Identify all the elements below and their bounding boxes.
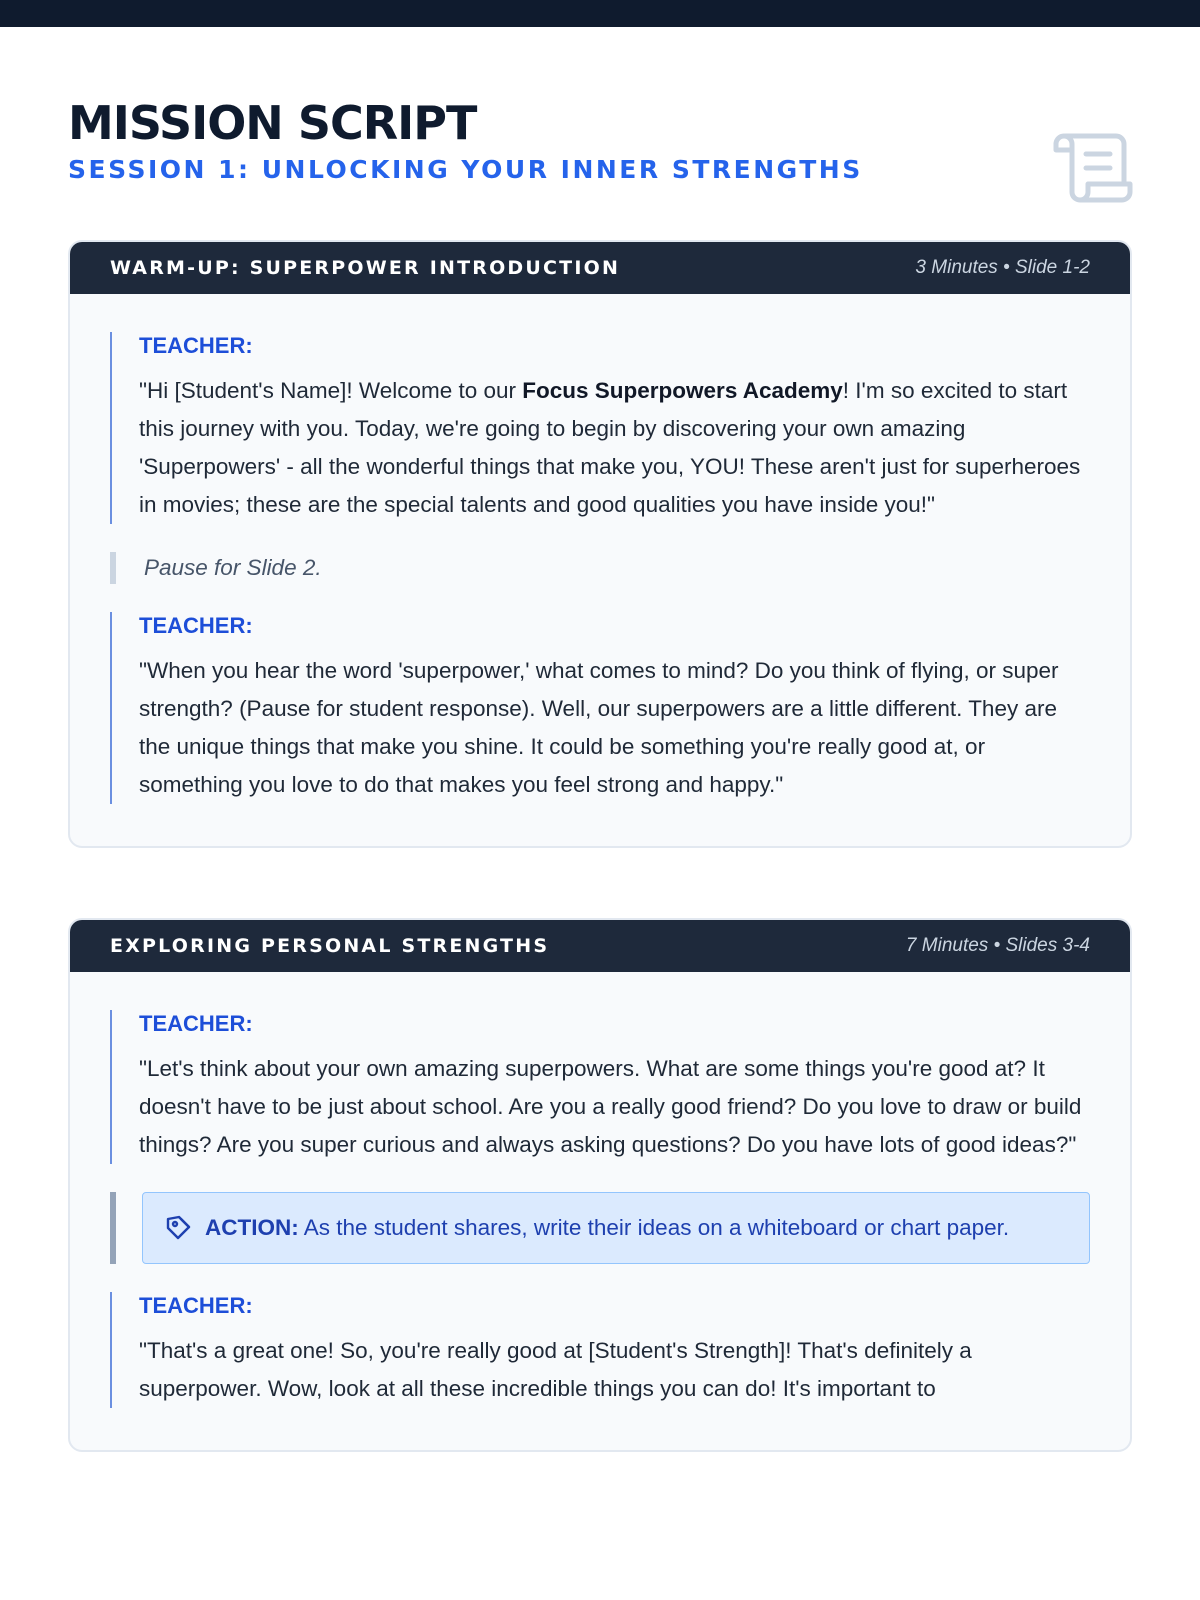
section-header	[70, 920, 1130, 972]
academy-name: Focus Superpowers Academy	[522, 378, 843, 403]
teacher-dialogue	[110, 332, 1090, 524]
teacher-dialogue	[110, 1292, 1090, 1408]
speaker-label: TEACHER:	[139, 333, 253, 358]
pen-icon	[165, 1214, 193, 1240]
action-label: ACTION:	[205, 1215, 299, 1240]
speaker-label: TEACHER:	[139, 1011, 253, 1036]
page-header	[0, 27, 1200, 240]
section-body	[70, 972, 1130, 1450]
dialogue-text: "When you hear the word 'superpower,' what comes to mind? Do you think of flying, or super strength? (Pause for student response). Well, our superpowers are a little different. They are the unique things that make you shine. It could be something you're really good at, or something you love to do that makes you feel strong and happy."	[139, 658, 1059, 797]
action-box	[142, 1192, 1090, 1264]
section-meta: 3 Minutes • Slide 1-2	[915, 257, 1090, 278]
section-warm-up	[68, 240, 1132, 848]
stage-note: Pause for Slide 2.	[110, 552, 1090, 584]
section-title: WARM-UP: SUPERPOWER INTRODUCTION	[110, 257, 621, 279]
section-body	[70, 294, 1130, 846]
dialogue-text: "That's a great one! So, you're really good at [Student's Strength]! That's definitely a superpower. Wow, look at all these incredible things you can do! It's important to	[139, 1338, 972, 1401]
top-bar	[0, 0, 1200, 27]
dialogue-text	[139, 372, 1090, 524]
dialogue-text: "Let's think about your own amazing superpowers. What are some things you're good at? It doesn't have to be just about school. Are you a really good friend? Do you love to draw or build things? Are you super curious and always asking questions? Do you have lots of good ideas?"	[139, 1056, 1082, 1157]
section-meta: 7 Minutes • Slides 3-4	[905, 935, 1090, 956]
action-text: As the student shares, write their ideas on a whiteboard or chart paper.	[298, 1215, 1010, 1240]
dialogue-text-start: "Hi [Student's Name]! Welcome to our	[139, 378, 523, 403]
teacher-dialogue	[110, 612, 1090, 804]
action-callout	[110, 1192, 1090, 1264]
page-title: MISSION SCRIPT	[68, 96, 477, 150]
session-subtitle: SESSION 1: UNLOCKING YOUR INNER STRENGTHS	[68, 155, 863, 184]
teacher-dialogue	[110, 1010, 1090, 1164]
section-exploring-strengths	[68, 918, 1132, 1452]
speaker-label: TEACHER:	[139, 613, 253, 638]
scroll-icon	[1052, 132, 1134, 204]
speaker-label: TEACHER:	[139, 1293, 253, 1318]
dialogue-text-end: ! I'm so excited to start this journey with you. Today, we're going to begin by discovering your own amazing 'Superpowers' - all the wonderful things that make you, YOU! These aren't just for superheroes in movies; these are the special talents and good qualities you have inside you!"	[139, 378, 1081, 517]
section-title: EXPLORING PERSONAL STRENGTHS	[110, 935, 550, 957]
section-header	[70, 242, 1130, 294]
